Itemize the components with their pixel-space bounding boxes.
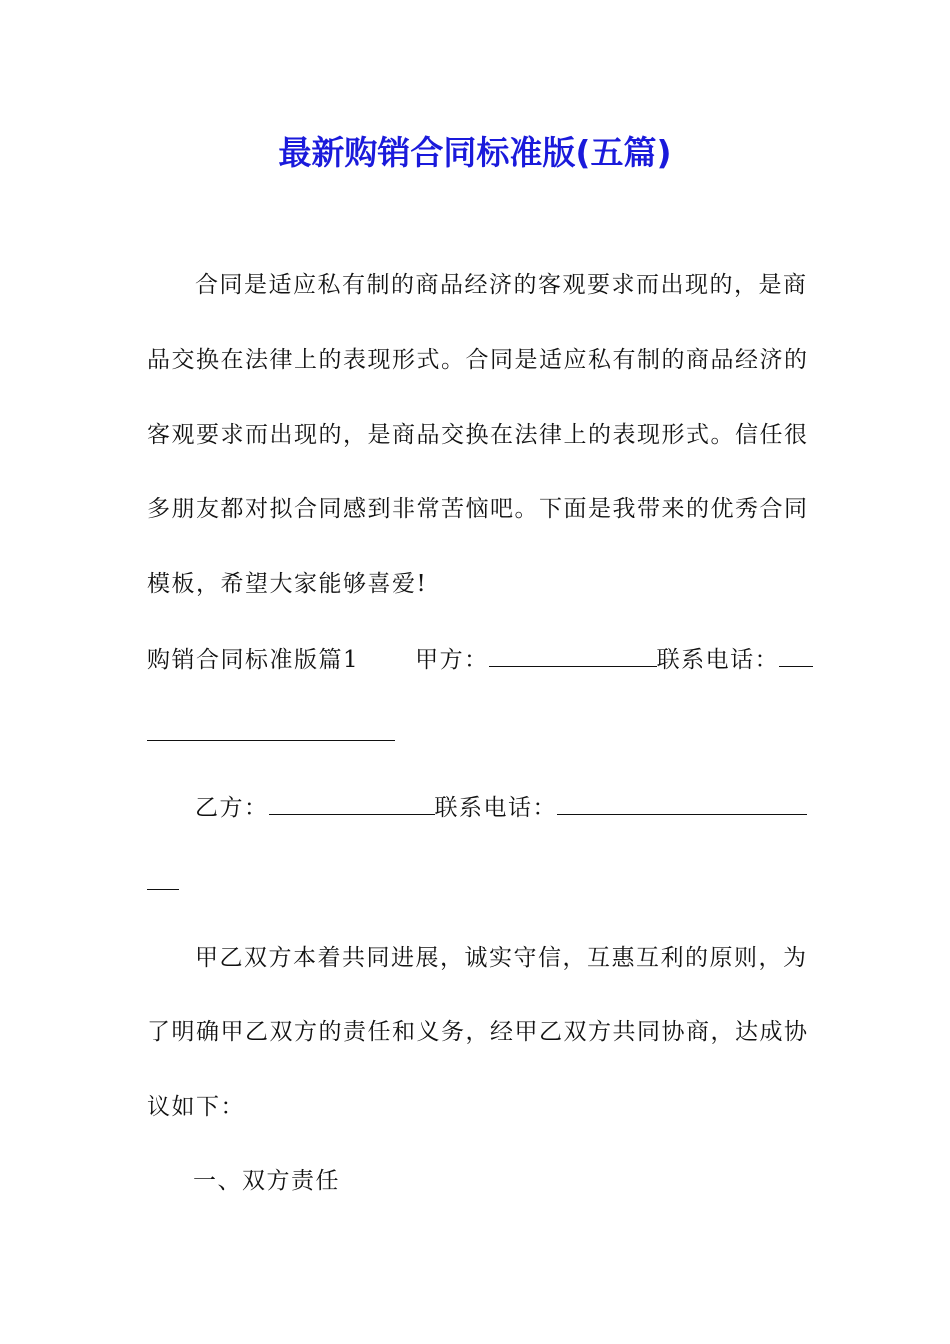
party-a-blank [489,646,657,667]
party-b-phone-blank-cont [147,869,179,890]
party-a-phone-label: 联系电话： [656,647,780,673]
party-b-row [195,793,807,823]
document-title: 最新购销合同标准版(五篇) [278,133,672,172]
party-a-phone-continuation [147,719,395,749]
party-a-label: 甲方： [415,647,489,673]
section-heading: 购销合同标准版篇1 [147,647,360,673]
party-a-phone-blank [779,646,813,667]
party-b-phone-label: 联系电话： [434,795,557,821]
party-a-row [147,645,813,675]
party-b-blank [269,794,435,815]
party-b-label: 乙方： [195,795,269,821]
principle-line-3: 议如下： [147,1094,245,1120]
party-b-phone-continuation [147,868,179,898]
principle-line-2: 了明确甲乙双方的责任和义务，经甲乙双方共同协商，达成协 [147,1019,809,1045]
intro-line-5: 模板，希望大家能够喜爱! [147,571,428,597]
party-a-phone-blank-cont [147,720,395,741]
intro-line-3: 客观要求而出现的，是商品交换在法律上的表现形式。信任很 [147,422,809,448]
principle-line-1: 甲乙双方本着共同进展，诚实守信，互惠互利的原则，为 [195,945,808,971]
party-b-phone-blank [557,794,807,815]
intro-line-2: 品交换在法律上的表现形式。合同是适应私有制的商品经济的 [147,347,809,373]
intro-line-4: 多朋友都对拟合同感到非常苦恼吧。下面是我带来的优秀合同 [147,496,809,522]
intro-line-1: 合同是适应私有制的商品经济的客观要求而出现的，是商 [195,272,808,298]
clause-one-heading: 一、双方责任 [193,1168,340,1194]
